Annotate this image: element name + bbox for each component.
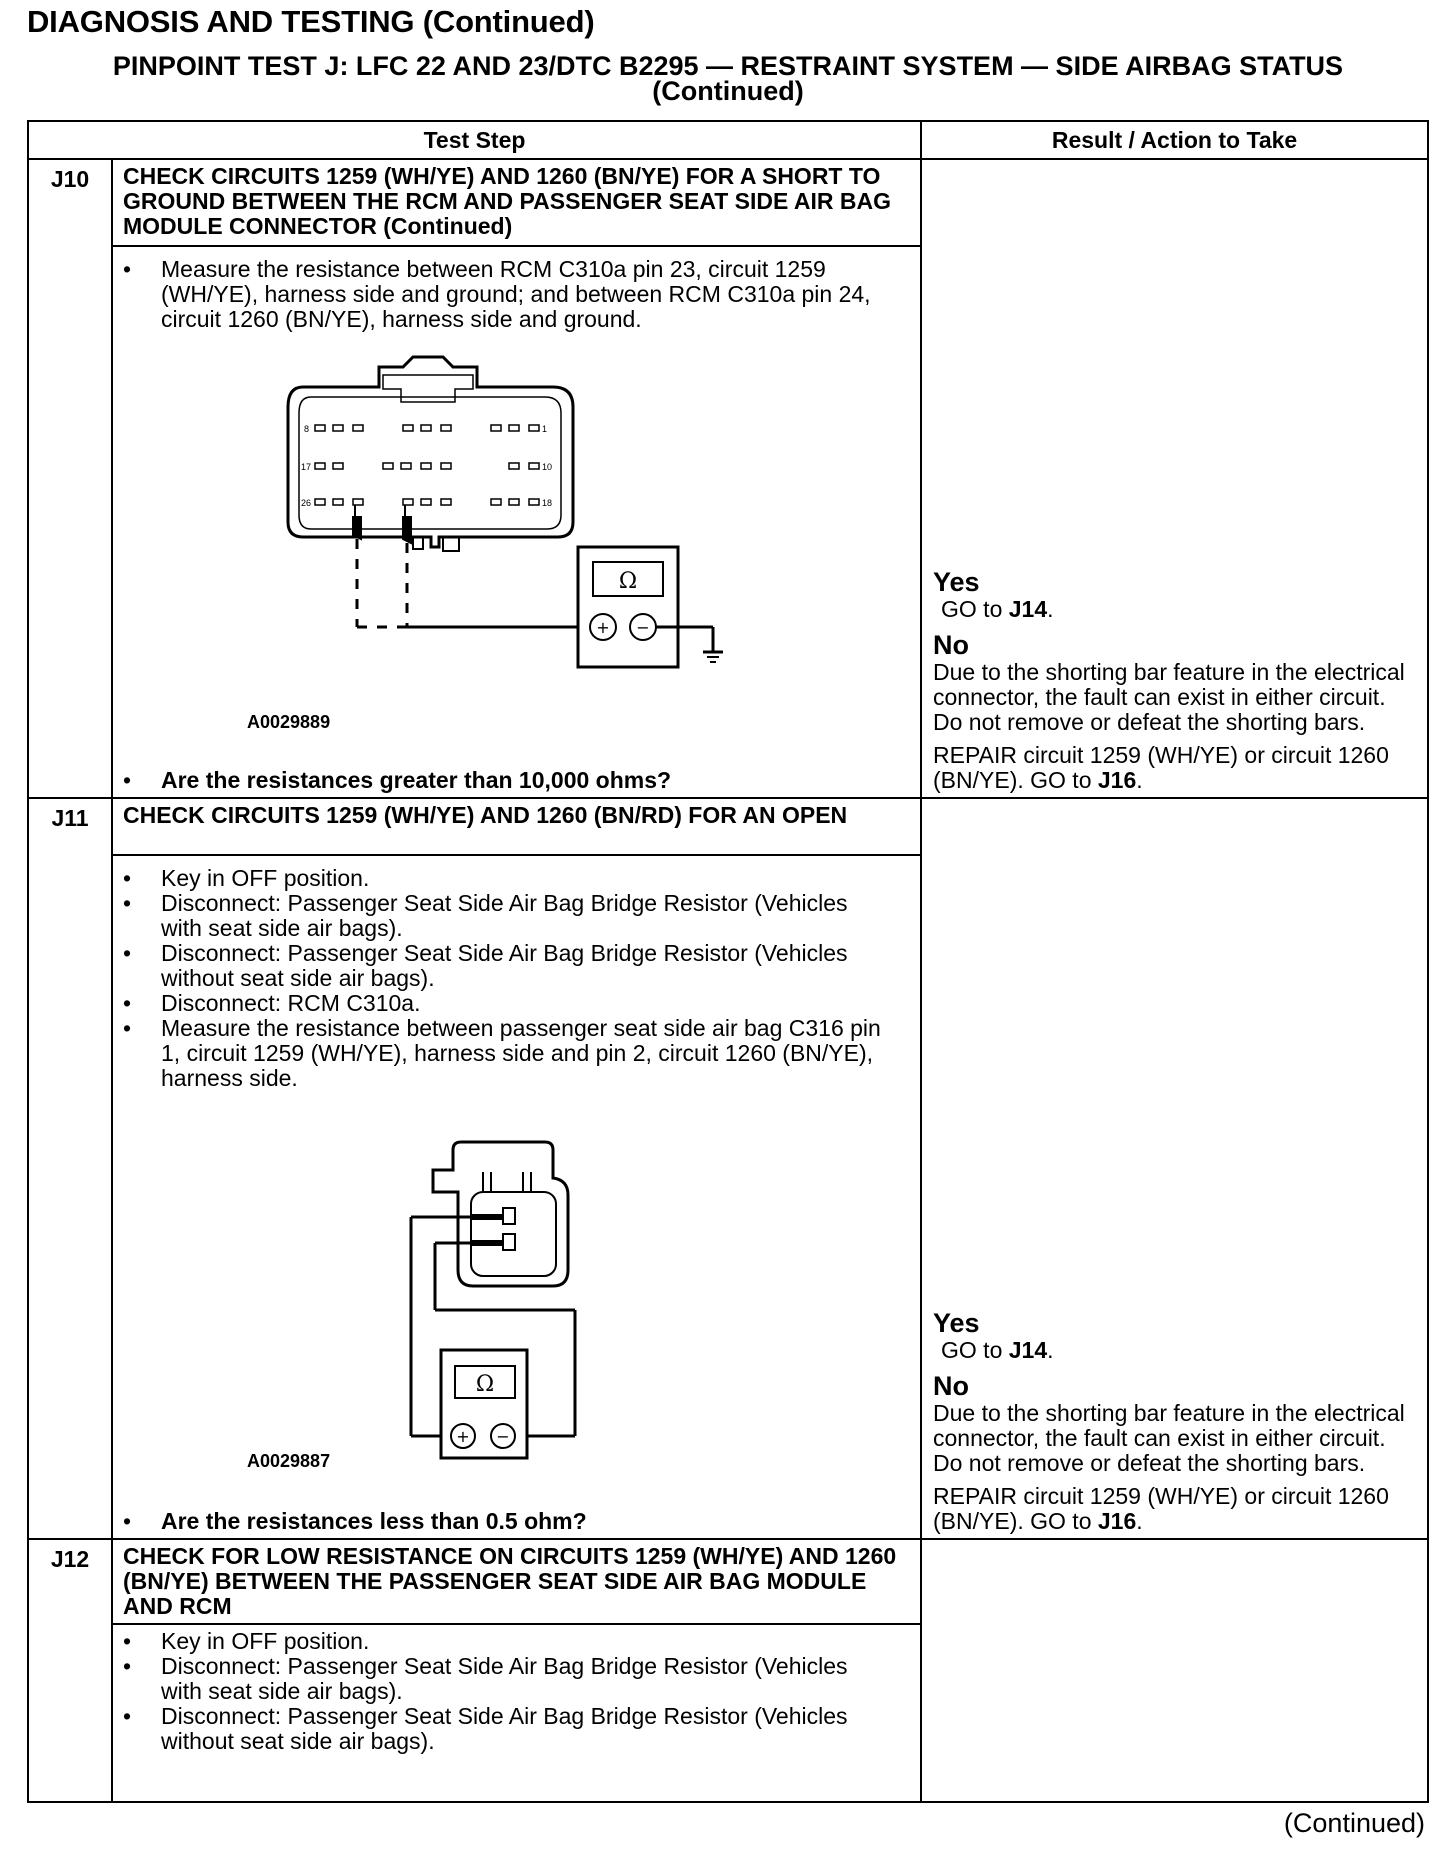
result-yes-label: Yes <box>933 567 980 597</box>
list-item: • Key in OFF position. <box>123 866 890 891</box>
step-bullets-j12 <box>123 1629 890 1754</box>
pin-label-18: 18 <box>542 498 553 508</box>
step-heading-j12: CHECK FOR LOW RESISTANCE ON CIRCUITS 1259 (WH/YE) AND 1260 (BN/YE) BETWEEN THE PASSENGER SEAT SIDE AIR BAG MODULE AND RCM <box>112 1539 921 1624</box>
list-item: • Disconnect: RCM C310a. <box>123 991 890 1016</box>
pinpoint-test-title <box>0 51 1456 106</box>
result-cell-j12 <box>921 1539 1428 1802</box>
svg-text:−: − <box>496 1427 510 1446</box>
ohm-symbol: Ω <box>475 1372 495 1397</box>
column-header-result: Result / Action to Take <box>921 121 1428 159</box>
step-heading-j10: CHECK CIRCUITS 1259 (WH/YE) AND 1260 (BN/YE) FOR A SHORT TO GROUND BETWEEN THE RCM AND PASSENGER SEAT SIDE AIR BAG MODULE CONNECTOR (Continued) <box>112 159 921 246</box>
list-item: • Disconnect: Passenger Seat Side Air Bag Bridge Resistor (Vehicles without seat side air bags). <box>123 941 890 991</box>
step-id-j11: J11 <box>28 798 112 1539</box>
figure-id-j10: A0029889 <box>247 712 331 732</box>
result-cell-j10 <box>921 159 1428 798</box>
step-question-j11: • Are the resistances less than 0.5 ohm? <box>123 1509 910 1534</box>
result-yes-action: GO to J14. <box>941 596 1054 622</box>
result-yes-label: Yes <box>933 1308 980 1338</box>
goto-link-j14[interactable]: J14 <box>1008 1337 1048 1363</box>
pin-label-1: 1 <box>542 424 548 434</box>
list-item: • Measure the resistance between passenger seat side air bag C316 pin 1, circuit 1259 (WH/YE), harness side and pin 2, circuit 1260 (BN/YE), harness side. <box>123 1016 890 1091</box>
list-item: • Measure the resistance between RCM C310a pin 23, circuit 1259 (WH/YE), harness side and ground; and between RCM C310a pin 24, circuit 1260 (BN/YE), harness side and ground. <box>123 257 890 332</box>
list-item: • Disconnect: Passenger Seat Side Air Bag Bridge Resistor (Vehicles without seat side air bags). <box>123 1704 890 1754</box>
page-title: DIAGNOSIS AND TESTING (Continued) <box>27 4 595 39</box>
result-no-text: Due to the shorting bar feature in the electrical connector, the fault can exist in either circuit. Do not remove or defeat the shorting bars. <box>933 659 1405 735</box>
result-no-label: No <box>933 1371 970 1401</box>
step-id-j12: J12 <box>28 1539 112 1802</box>
pinpoint-test-title-line1: PINPOINT TEST J: LFC 22 AND 23/DTC B2295 — RESTRAINT SYSTEM — SIDE AIRBAG STATUS <box>112 51 1344 81</box>
c316-connector-diagram <box>363 1130 623 1470</box>
pinpoint-test-title-line2: (Continued) <box>652 76 804 106</box>
result-block-j10 <box>933 567 1417 793</box>
result-yes-action: GO to J14. <box>941 1337 1054 1363</box>
step-body-j11 <box>112 855 921 1539</box>
svg-text:+: + <box>596 618 610 637</box>
goto-link-j14[interactable]: J14 <box>1008 596 1048 622</box>
step-id-j10: J10 <box>28 159 112 798</box>
result-no-label: No <box>933 630 970 660</box>
rcm-connector-diagram <box>243 347 743 697</box>
ohm-symbol: Ω <box>618 569 638 594</box>
step-body-j10 <box>112 246 921 798</box>
step-question-j10: • Are the resistances greater than 10,000 ohms? <box>123 768 910 793</box>
step-body-j12 <box>112 1624 921 1802</box>
pin-label-17: 17 <box>301 462 312 472</box>
goto-link-j16[interactable]: J16 <box>1097 767 1137 793</box>
pinpoint-test-table <box>27 120 1429 1803</box>
list-item: • Disconnect: Passenger Seat Side Air Bag Bridge Resistor (Vehicles with seat side air bags). <box>123 1654 890 1704</box>
goto-link-j16[interactable]: J16 <box>1097 1508 1137 1534</box>
pin-label-26: 26 <box>301 498 312 508</box>
pin-label-10: 10 <box>542 462 553 472</box>
result-no-text: Due to the shorting bar feature in the electrical connector, the fault can exist in either circuit. Do not remove or defeat the shorting bars. <box>933 1400 1405 1476</box>
step-bullets-j11 <box>123 866 890 1091</box>
figure-id-j11: A0029887 <box>247 1451 331 1471</box>
continued-footer: (Continued) <box>1283 1808 1425 1838</box>
column-header-test-step: Test Step <box>28 121 921 159</box>
list-item: • Key in OFF position. <box>123 1629 890 1654</box>
svg-text:+: + <box>456 1427 470 1446</box>
svg-text:−: − <box>636 618 650 637</box>
step-bullets-j10 <box>123 257 890 332</box>
step-heading-j11: CHECK CIRCUITS 1259 (WH/YE) AND 1260 (BN/RD) FOR AN OPEN <box>112 798 921 855</box>
result-repair-action: REPAIR circuit 1259 (WH/YE) or circuit 1260 (BN/YE). GO to J16. <box>933 742 1389 793</box>
result-block-j11 <box>933 1308 1417 1534</box>
pin-label-8: 8 <box>304 424 310 434</box>
list-item: • Disconnect: Passenger Seat Side Air Bag Bridge Resistor (Vehicles with seat side air bags). <box>123 891 890 941</box>
result-repair-action: REPAIR circuit 1259 (WH/YE) or circuit 1260 (BN/YE). GO to J16. <box>933 1483 1389 1534</box>
result-cell-j11 <box>921 798 1428 1539</box>
